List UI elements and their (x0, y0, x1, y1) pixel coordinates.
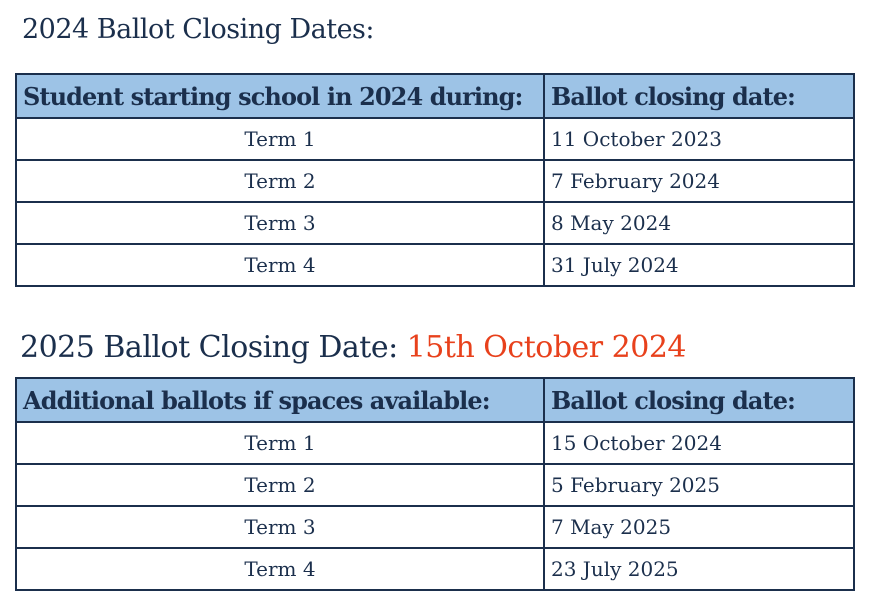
section-title-2024: 2024 Ballot Closing Dates: (22, 14, 375, 45)
table-row (16, 118, 854, 160)
date-cell: 23 July 2025 (544, 548, 854, 590)
section-title-2025 (20, 330, 686, 365)
ballot-table-2024 (15, 73, 855, 287)
term-cell: Term 3 (16, 506, 544, 548)
term-cell: Term 1 (16, 118, 544, 160)
column-header-date: Ballot closing date: (544, 74, 854, 118)
date-cell: 31 July 2024 (544, 244, 854, 286)
table-row (16, 202, 854, 244)
table-header-row (16, 378, 854, 422)
column-header-additional: Additional ballots if spaces available: (16, 378, 544, 422)
date-cell: 5 February 2025 (544, 464, 854, 506)
term-cell: Term 2 (16, 160, 544, 202)
table-row (16, 464, 854, 506)
table-row (16, 160, 854, 202)
section-title-2025-text: 2025 Ballot Closing Date: (20, 330, 407, 365)
date-cell: 15 October 2024 (544, 422, 854, 464)
term-cell: Term 4 (16, 548, 544, 590)
closing-date-highlight: 15th October 2024 (406, 330, 687, 365)
term-cell: Term 2 (16, 464, 544, 506)
table-row (16, 506, 854, 548)
term-cell: Term 3 (16, 202, 544, 244)
date-cell: 7 May 2025 (544, 506, 854, 548)
column-header-term: Student starting school in 2024 during: (16, 74, 544, 118)
table-row (16, 422, 854, 464)
ballot-table-2025 (15, 377, 855, 591)
date-cell: 11 October 2023 (544, 118, 854, 160)
date-cell: 7 February 2024 (544, 160, 854, 202)
date-cell: 8 May 2024 (544, 202, 854, 244)
column-header-date: Ballot closing date: (544, 378, 854, 422)
table-row (16, 244, 854, 286)
table-header-row (16, 74, 854, 118)
table-row (16, 548, 854, 590)
term-cell: Term 4 (16, 244, 544, 286)
term-cell: Term 1 (16, 422, 544, 464)
